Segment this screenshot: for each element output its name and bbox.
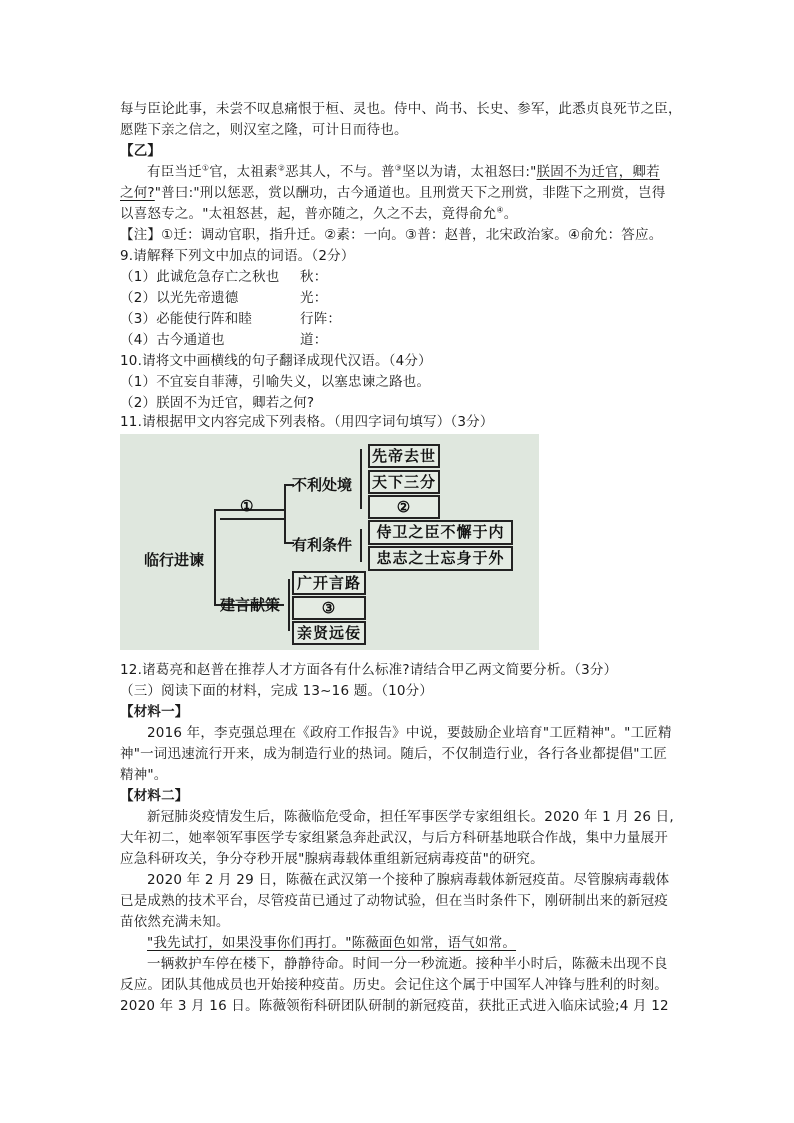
underlined-sentence: 朕固不为迁官，卿若	[536, 164, 660, 180]
branch-advice: 建言献策	[220, 596, 281, 614]
material-2-line: 反应。团队其他成员也开始接种疫苗。历史。会记住这个属于中国军人冲锋与胜利的时刻。	[120, 977, 668, 993]
yi-line-1: 有臣当迁①官，太祖素②恶其人，不与。普③坚以为请，太祖怒曰:"朕固不为迁官，卿若	[147, 163, 660, 180]
question-10-title: 10.请将文中画横线的句子翻译成现代汉语。（4分）	[120, 353, 432, 369]
passage-line: 愿陛下亲之信之，则汉室之隆，可计日而待也。	[120, 122, 408, 138]
section-3-heading: （三）阅读下面的材料，完成 13~16 题。（10分）	[120, 683, 434, 699]
yi-line-3: 以喜怒专之。"太祖怒甚，起，普亦随之，久之不去，竟得俞允④。	[120, 205, 518, 222]
q10-item: （1）不宜妄自菲薄，引喻失义，以塞忠谏之路也。	[120, 374, 431, 390]
material-1-line: 精神"。	[120, 767, 168, 783]
blank-1: ①	[240, 497, 254, 515]
box-b2: 忠志之士忘身于外	[368, 546, 513, 571]
root-label: 临行进谏	[144, 551, 205, 569]
box-a1: 先帝去世	[368, 444, 440, 468]
q9-item: （1）此诚危急存亡之秋也 秋：	[120, 269, 328, 285]
material-1-line: 神"一词迅速流行开来，成为制造行业的热词。随后，不仅制造行业，各行各业都提倡"工匠	[120, 746, 668, 762]
box-a2: 天下三分	[368, 470, 440, 494]
box-a3-blank: ②	[368, 495, 440, 519]
box-b1: 侍卫之臣不懈于内	[368, 520, 513, 545]
underlined-sentence: 之何?	[120, 185, 155, 201]
question-12: 12.诸葛亮和赵普在推荐人才方面各有什么标准?请结合甲乙两文简要分析。（3分）	[120, 662, 618, 678]
box-c2-blank: ③	[292, 596, 366, 620]
material-2-line: 大年初二，她率领军事医学专家组紧急奔赴武汉，与后方科研基地联合作战，集中力量展开	[120, 830, 668, 846]
yi-line-2: 之何?"普曰:"刑以惩恶，赏以酬功，古今通道也。且刑赏天下之刑赏，非陛下之刑赏，岂得	[120, 185, 666, 201]
question-11-title: 11.请根据甲文内容完成下列表格。（用四字词句填写）（3分）	[120, 414, 494, 430]
q9-item: （2）以光先帝遗德 光：	[120, 290, 328, 306]
q9-item: （3）必能使行阵和睦 行阵：	[120, 311, 342, 327]
passage-line: 每与臣论此事，未尝不叹息痛恨于桓、灵也。侍中、尚书、长史、参军，此悉贞良死节之臣，	[120, 101, 682, 117]
material-2-line: 一辆救护车停在楼下，静静待命。时间一分一秒流逝。接种半小时后，陈薇未出现不良	[147, 956, 668, 972]
section-tag-yi: 【乙】	[120, 143, 162, 159]
material-1-line: 2016 年，李克强总理在《政府工作报告》中说，要鼓励企业培育"工匠精神"。"工匠精	[147, 725, 672, 741]
material-2-tag: 【材料二】	[120, 788, 189, 804]
q10-item: （2）朕固不为迁官，卿若之何?	[120, 395, 315, 411]
material-1-tag: 【材料一】	[120, 704, 189, 720]
material-2-line: 应急科研攻关，争分夺秒开展"腺病毒载体重组新冠病毒疫苗"的研究。	[120, 851, 544, 867]
material-2-line: 新冠肺炎疫情发生后，陈薇临危受命，担任军事医学专家组组长。2020 年 1 月 26 日,	[147, 809, 674, 825]
material-2-line: 2020 年 3 月 16 日。陈薇领衔科研团队研制的新冠疫苗，获批正式进入临床试验;4 月 12	[120, 998, 669, 1014]
question-9-title: 9.请解释下列文中加点的词语。（2分）	[120, 248, 355, 264]
branch-favorable: 有利条件	[292, 536, 353, 554]
material-2-line: 苗依然充满未知。	[120, 914, 230, 930]
branch-unfavorable: 不利处境	[292, 476, 353, 494]
q9-item: （4）古今通道也 道：	[120, 332, 328, 348]
box-c3: 亲贤远佞	[292, 621, 366, 645]
material-2-quote-underlined: "我先试打，如果没事你们再打。"陈薇面色如常，语气如常。	[147, 935, 517, 951]
material-2-line: 已是成熟的技术平台，尽管疫苗已通过了动物试验，但在当时条件下，刚研制出来的新冠疫	[120, 893, 668, 909]
box-c1: 广开言路	[292, 571, 366, 595]
material-2-line: 2020 年 2 月 29 日，陈薇在武汉第一个接种了腺病毒载体新冠疫苗。尽管腺病毒载体	[147, 872, 670, 888]
note-line: 【注】①迁：调动官职，指升迁。②素：一向。③普：赵普，北宋政治家。④俞允：答应。	[120, 227, 663, 243]
structure-diagram	[120, 434, 539, 650]
